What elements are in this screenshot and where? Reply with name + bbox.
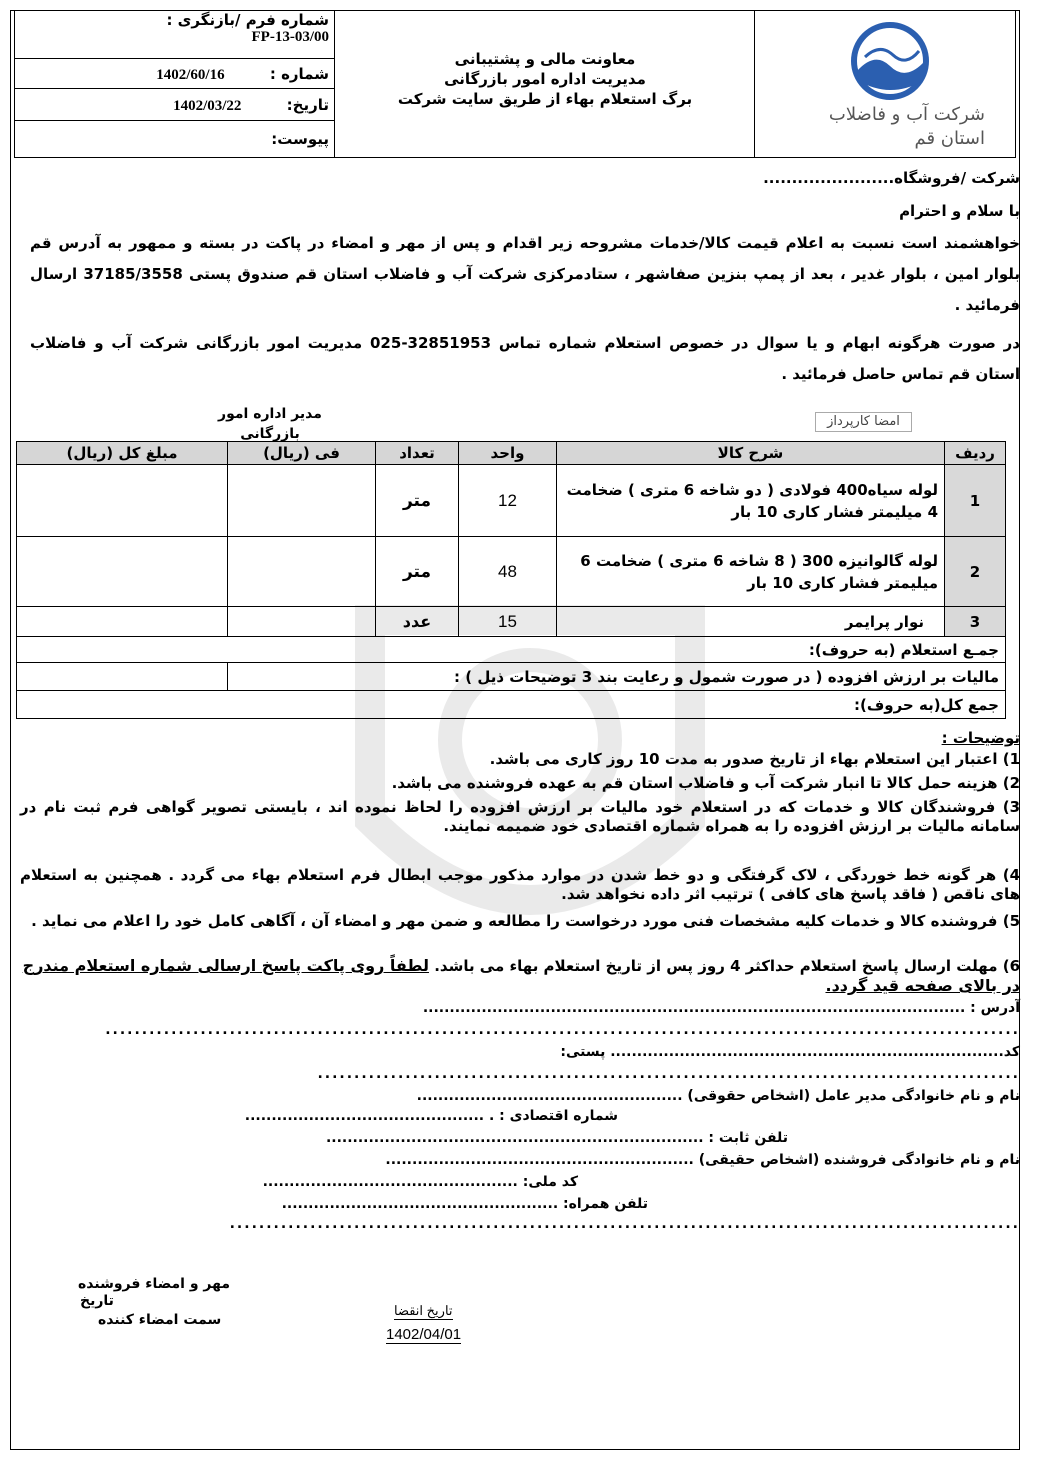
sum-label: جمـع استعلام (به حروف): <box>17 637 1006 663</box>
postal-code-cont[interactable]: ................................................................................................ <box>317 1066 1020 1082</box>
row-price[interactable] <box>228 537 376 607</box>
company-name <box>785 103 985 151</box>
col-row: ردیف <box>945 442 1006 465</box>
seller-name-field[interactable]: نام و نام خانوادگی فروشنده (اشخاص حقیقی) .......................................................... <box>385 1152 1020 1168</box>
recipient: شرکت /فروشگاه....................... <box>763 169 1020 187</box>
company-cell <box>754 11 1015 157</box>
note-5: 5) فروشنده کالا و خدمات کلیه مشخصات فنی مورد درخواست را مطالعه و ضمن مهر و امضاء آن ، آگاهی کامل خود را اعلام می نماید . <box>31 912 1020 930</box>
form-no-value: FP-13-03/00 <box>251 29 329 45</box>
note-3: 3) فروشندگان کالا و خدمات که در استعلام خود مالیات بر ارزش افزوده را لحاظ نموده اند ، بایستی تصویر گواهی فرم ثبت نام در سامانه مالیات بر ارزش افزوده را به همراه شماره اقتصادی خود ضمیمه نمایند. <box>20 798 1020 835</box>
row-quantity: 12 <box>459 465 557 537</box>
company-logo-icon <box>845 21 935 101</box>
notes-title: توضیحات : <box>941 729 1020 747</box>
note-1: 1) اعتبار این استعلام بهاء از تاریخ صدور به مدت 10 روز کاری می باشد. <box>489 750 1020 768</box>
col-price: فی (ریال) <box>228 442 376 465</box>
vat-row <box>17 663 1006 691</box>
company-line2: استان قم <box>914 128 985 149</box>
number-field <box>15 59 335 89</box>
col-qty: تعداد <box>376 442 459 465</box>
company-line1: شرکت آب و فاضلاب <box>828 104 985 125</box>
row-price[interactable] <box>228 465 376 537</box>
form-no-field <box>15 11 335 59</box>
row-unit: متر <box>376 537 459 607</box>
note-6-emphasis: لطفاً روی پاکت پاسخ ارسالی شماره استعلام مندرج در بالای صفحه قید گردد. <box>22 956 1020 995</box>
doc-titles <box>355 49 735 109</box>
row-unit: متر <box>376 465 459 537</box>
contact-text: در صورت هرگونه ابهام و یا سوال در خصوص استعلام شماره تماس 32851953-025 مدیریت امور بازرگانی شرکت آب و فاضلاب استان قم تماس حاصل فرمائید . <box>30 334 1020 383</box>
signer-position-label: سمت امضاء کننده <box>98 1312 222 1328</box>
note-2: 2) هزینه حمل کالا تا انبار شرکت آب و فاضلاب استان قم به عهده فروشنده می باشد. <box>391 774 1020 792</box>
form-no-label: شماره فرم /بازنگری : <box>166 11 329 29</box>
row-number: 2 <box>945 537 1006 607</box>
officer-signature-label: امضا کارپرداز <box>815 412 912 432</box>
header <box>14 10 1016 158</box>
greeting: با سلام و احترام <box>899 202 1020 220</box>
seller-seal-label: مهر و امضاء فروشنده <box>78 1276 231 1292</box>
grand-total-label: جمع کل(به حروف): <box>17 691 1006 719</box>
row-number: 1 <box>945 465 1006 537</box>
manager-signature-label: مدیر اداره امور بازرگانی <box>218 406 322 442</box>
row-total[interactable] <box>17 465 228 537</box>
row-description: لوله سیاه400 فولادی ( دو شاخه 6 متری ) ضخامت 4 میلیمتر فشار کاری 10 بار <box>557 465 945 537</box>
attachment-label: پیوست: <box>271 130 329 148</box>
extra-field[interactable]: ............................................................................................................ <box>229 1216 1020 1232</box>
col-desc: شرح کالا <box>557 442 945 465</box>
title-cell <box>334 11 755 157</box>
sign-date-label: تاریخ <box>80 1293 114 1309</box>
date-field <box>15 89 335 121</box>
row-total[interactable] <box>17 537 228 607</box>
title-line3: برگ استعلام بهاء از طریق سایت شرکت <box>397 90 693 108</box>
national-code-field[interactable]: کد ملی: ................................................ <box>262 1174 578 1190</box>
row-unit: عدد <box>376 607 459 637</box>
row-description: نوار پرایمر <box>557 607 945 637</box>
items-table <box>16 441 1006 719</box>
number-value: 1402/60/16 <box>156 67 225 83</box>
note-6 <box>20 956 1020 996</box>
manager-name-field[interactable]: نام و نام خانوادگی مدیر عامل (اشخاص حقوقی) .................................................. <box>416 1088 1020 1104</box>
row-quantity: 48 <box>459 537 557 607</box>
attachment-field <box>15 121 335 157</box>
table-row <box>17 607 1006 637</box>
table-row <box>17 537 1006 607</box>
number-label: شماره : <box>269 65 329 83</box>
expiry-date: 1402/04/01 <box>386 1326 462 1343</box>
row-number: 3 <box>945 607 1006 637</box>
form-info-cell <box>15 11 335 157</box>
postal-code-field[interactable]: کد.......................................................................... پستی: <box>560 1044 1020 1060</box>
col-unit: واحد <box>459 442 557 465</box>
date-value: 1402/03/22 <box>173 98 242 114</box>
col-total: مبلغ کل (ریال) <box>17 442 228 465</box>
vat-value[interactable] <box>17 663 228 691</box>
economic-code-field[interactable]: شماره اقتصادی : . ............................................. <box>244 1108 618 1124</box>
address-field-cont[interactable]: ............................................................................................................................. <box>105 1022 1020 1038</box>
title-line1: معاونت مالی و پشتیبانی <box>454 50 636 68</box>
row-price[interactable] <box>228 607 376 637</box>
note-4: 4) هر گونه خط خوردگی ، لاک گرفتگی و دو خط شدن در موارد مذکور موجب ابطال فرم استعلام بهاء می گردد . همچنین به استعلام های ناقص ( فاقد پاسخ های کافی ) ترتیب اثر داده نخواهد شد. <box>20 866 1020 903</box>
date-label: تاریخ: <box>286 96 329 114</box>
table-row <box>17 465 1006 537</box>
mobile-field[interactable]: تلفن همراه: .................................................... <box>281 1196 648 1212</box>
intro-body: خواهشمند است نسبت به اعلام قیمت کالا/خدمات مشروحه زیر اقدام و پس از مهر و امضاء در پاکت در بسته و ممهور به آدرس قم بلوار امین ، بلوار غدیر ، بعد از پمپ بنزین صفاشهر ، ستادمرکزی شرکت آب و فاضلاب استان قم صندوق پستی 37185/3558 ارسال فرمائید . <box>30 234 1021 314</box>
sum-row <box>17 637 1006 663</box>
phone-field[interactable]: تلفن ثابت : ....................................................................... <box>325 1130 788 1146</box>
row-description: لوله گالوانیزه 300 ( 8 شاخه 6 متری ) ضخامت 6 میلیمتر فشار کاری 10 بار <box>557 537 945 607</box>
row-quantity: 15 <box>459 607 557 637</box>
vat-label: مالیات بر ارزش افزوده ( در صورت شمول و رعایت بند 3 توضیحات ذیل ) : <box>228 663 1006 691</box>
table-header-row <box>17 442 1006 465</box>
address-field[interactable]: آدرس : ...................................................................................................... <box>422 1000 1020 1016</box>
expiry-label: تاریخ انقضا <box>394 1303 453 1318</box>
note-6-main: 6) مهلت ارسال پاسخ استعلام حداکثر 4 روز پس از تاریخ استعلام بهاء می باشد. <box>434 957 1020 975</box>
title-line2: مدیریت اداره امور بازرگانی <box>444 70 646 88</box>
grand-total-row <box>17 691 1006 719</box>
row-total[interactable] <box>17 607 228 637</box>
